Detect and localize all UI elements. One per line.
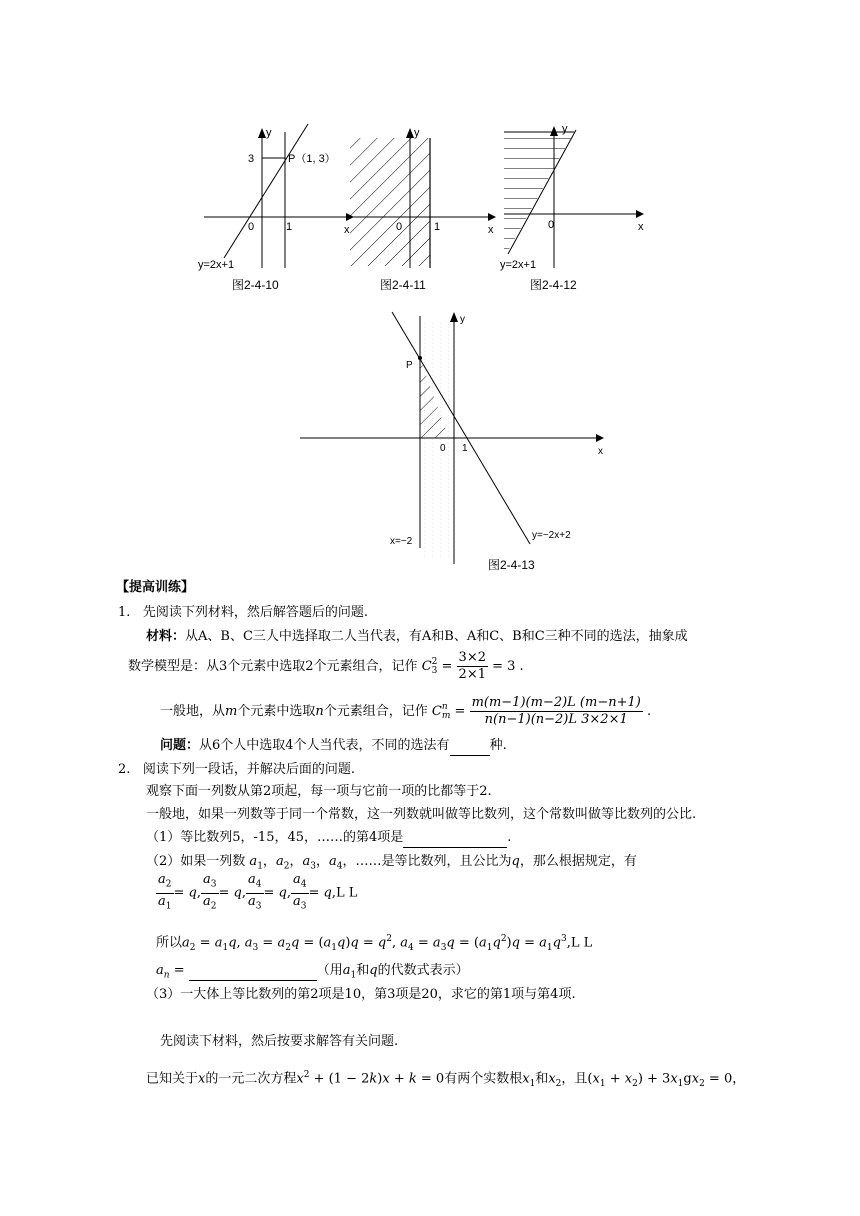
y-axis-label: y xyxy=(562,123,568,135)
material-label: 材料： xyxy=(146,629,186,644)
y-tick-label: 3 xyxy=(248,153,255,165)
c32-result: = 3 . xyxy=(492,659,524,674)
figure-2-4-11 xyxy=(346,118,506,278)
q3-equation-line: 已知关于x的一元二次方程$x^2 + (1 - 2k)x + k = 0$有两个实数根$x_1$和$x_2$，且$(x_1 + x_2) + 3x_1gx_2 = 0$， xyxy=(146,1070,746,1089)
q1-intro-text: 先阅读下列材料，然后解答题后的问题. xyxy=(142,605,368,620)
q1-model: 数学模型是：从3个元素中选取2个元素组合，记作 C 2 3 = $\frac{3\times 2}{2\times 1}$ = 3 . xyxy=(128,650,524,682)
origin-label: 0 xyxy=(248,221,255,233)
q2-part3: （3）一大体上等比数列的第2项是10，第3项是20，求它的第1项与第4项. xyxy=(146,987,576,1002)
figure-2-4-10 xyxy=(196,118,356,278)
q2-an: $a_n$ = （用$a_1$和q的代数式表示） xyxy=(156,963,469,981)
q2-derivation: 所以$a_2 = a_1q$, $a_3 = a_2q = (a_1q)q = q^2$, $a_4 = a_3q = (a_1q^2)q = a_1q^3,L$ L xyxy=(156,934,593,953)
answer-blank[interactable] xyxy=(189,962,317,981)
figure-caption: 图2-4-10 xyxy=(232,278,279,292)
q1-intro xyxy=(118,604,368,622)
point-label: P xyxy=(406,360,413,371)
y-axis-label: y xyxy=(266,127,272,139)
x-tick-label: 1 xyxy=(286,221,293,233)
x-axis-label: x xyxy=(488,224,494,236)
point-label: P（1, 3） xyxy=(288,153,336,165)
figure-caption: 图2-4-13 xyxy=(488,558,535,572)
line-label: y=2x+1 xyxy=(500,259,537,271)
cmn-fraction: $\frac{m(m-1)(m-2)L (m-n+1)}{n(n-1)(n-2)L 3\times 2\times 1}$ xyxy=(471,695,641,727)
model-text: 数学模型是：从3个元素中选取2个元素组合，记作 xyxy=(128,659,418,674)
origin-label: 0 xyxy=(396,221,403,233)
y-axis-label: y xyxy=(460,314,465,325)
x-tick-label: 1 xyxy=(434,221,441,233)
q1-material xyxy=(146,628,688,646)
q2-intro: 2. 阅读下列一段话，并解决后面的问题. xyxy=(118,762,355,777)
answer-blank[interactable] xyxy=(403,829,507,848)
figure-caption: 图2-4-12 xyxy=(530,278,577,292)
x-axis-label: x xyxy=(344,224,350,236)
line-label: y=−2x+2 xyxy=(532,530,571,541)
q3-intro: 先阅读下材料，然后按要求解答有关问题. xyxy=(160,1034,399,1049)
figure-caption: 图2-4-11 xyxy=(380,278,426,292)
y-axis-label: y xyxy=(414,127,420,139)
q2-part1: （1）等比数列5，-15，45，……的第4项是 . xyxy=(146,829,511,848)
x-axis-label: x xyxy=(598,446,603,457)
q1-number: 1. xyxy=(118,605,131,620)
origin-label: 0 xyxy=(440,443,446,454)
q2-line1: 观察下面一列数从第2项起，每一项与它前一项的比都等于2. xyxy=(146,784,492,799)
q2-ratios: $\frac{a_2}{a_1}$ = q, $\frac{a_3}{a_2}$ = q, $\frac{a_4}{a_3}$ = q, $\frac{a_4}{a_3}$ = q,L L xyxy=(158,872,358,912)
q2-line2: 一般地，如果一列数等于同一个常数，这一列数就叫做等比数列，这个常数叫做等比数列的公比. xyxy=(146,807,697,822)
material-text: 从A、B、C三人中选择取二人当代表，有A和B、A和C、B和C三种不同的选法，抽象成 xyxy=(185,629,688,644)
figure-2-4-12 xyxy=(496,118,656,278)
vline-label: x=−2 xyxy=(390,536,413,547)
section-title: 【提高训练】 xyxy=(116,580,195,595)
line-label: y=2x+1 xyxy=(198,259,235,271)
figure-2-4-13 xyxy=(296,308,616,564)
q2-part2: （2）如果一列数 $a_1$，$a_2$，$a_3$，$a_4$，……是等比数列，且公比为q，那么根据规定，有 xyxy=(146,854,637,872)
q1-general: 一般地，从m个元素中选取n个元素组合，记作 C n m = $\frac{m(m-1)(m-2)L (m-n+1)}{n(n-1)(n-2)L 3\times 2\times 1}$ . xyxy=(160,695,652,727)
c32-fraction: $\frac{3\times 2}{2\times 1}$ xyxy=(458,650,486,682)
q1-question: 问题：从6个人中选取4个人当代表，不同的选法有 种. xyxy=(160,737,507,756)
x-tick-label: 1 xyxy=(462,443,468,454)
answer-blank[interactable] xyxy=(450,737,490,756)
x-axis-label: x xyxy=(638,221,644,233)
origin-label: 0 xyxy=(548,219,555,231)
